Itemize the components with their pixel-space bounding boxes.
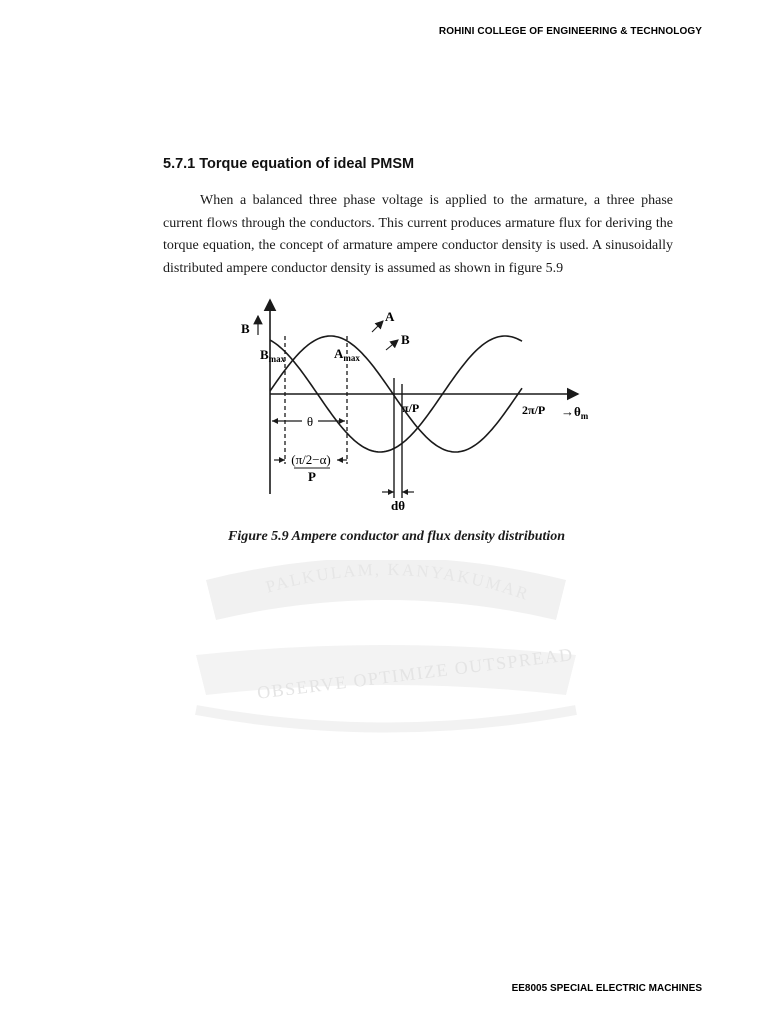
curve-a-leader: [372, 321, 383, 332]
angle-left-arrowhead: [279, 457, 285, 463]
curve-a-label: A: [385, 309, 395, 324]
theta-m-label: $\to\theta_m$: [561, 404, 589, 421]
section-title: 5.7.1 Torque equation of ideal PMSM: [163, 156, 415, 172]
two-pi-over-p-label: 2π/P: [522, 403, 546, 417]
theta-label: θ: [306, 414, 314, 429]
angle-right-arrowhead: [337, 457, 343, 463]
curve-b-leader: [386, 340, 398, 350]
a-max-label: $A_{max}$: [334, 346, 360, 363]
d-theta-label: dθ: [390, 498, 406, 513]
b-axis-label: B: [241, 321, 250, 336]
page-footer: EE8005 SPECIAL ELECTRIC MACHINES: [511, 983, 702, 994]
d-theta-right-arrowhead: [402, 489, 408, 495]
figure-5-9: [222, 288, 602, 523]
watermark-base-arc: [196, 710, 576, 728]
angle-denominator: P: [308, 469, 316, 484]
watermark-arc-text: PALKULAM, KANYAKUMAR: [263, 560, 533, 605]
figure-caption: Figure 5.9 Ampere conductor and flux density distribution: [228, 529, 566, 544]
theta-right-arrowhead: [339, 418, 345, 424]
theta-left-arrowhead: [272, 418, 278, 424]
body-paragraph: When a balanced three phase voltage is applied to the armature, a three phase current flows through the conductors. This current produces armature flux for deriving the torque equation, the concept of armature ampere conductor density is used. A sinusoidally distributed ampere conductor density is assumed as shown in figure 5.9: [163, 193, 673, 276]
curve-b-label: B: [401, 332, 410, 347]
watermark-motto: OBSERVE OPTIMIZE OUTSPREAD: [255, 644, 575, 703]
angle-numerator: (π/2−α): [291, 452, 331, 467]
pi-over-p-label: π/P: [402, 401, 420, 415]
college-watermark: [176, 560, 596, 755]
b-max-label: $B_{max}$: [260, 347, 286, 364]
d-theta-left-arrowhead: [388, 489, 394, 495]
page-header: ROHINI COLLEGE OF ENGINEERING & TECHNOLOGY: [438, 26, 702, 37]
